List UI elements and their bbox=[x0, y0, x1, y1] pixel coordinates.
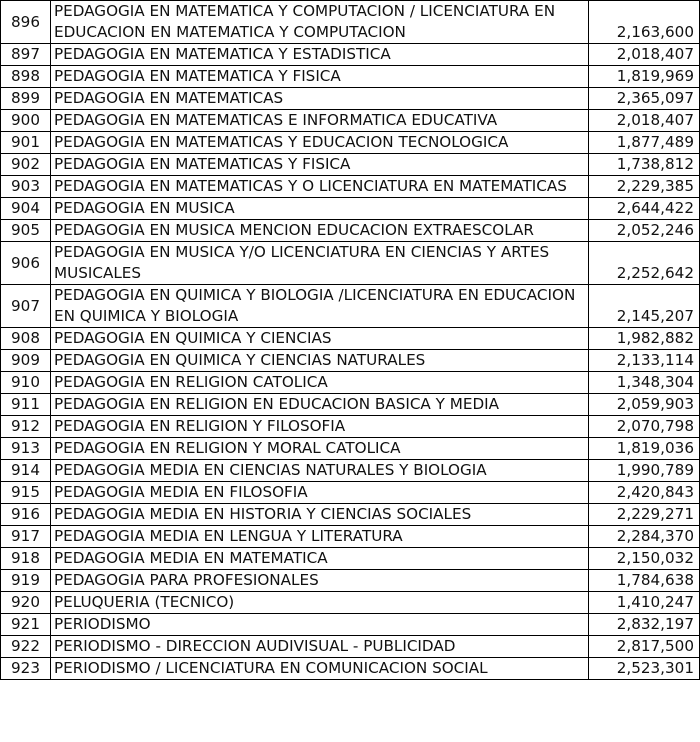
table-row bbox=[1, 110, 700, 132]
career-name: PEDAGOGIA EN RELIGION CATOLICA bbox=[51, 372, 589, 394]
career-name: PEDAGOGIA PARA PROFESIONALES bbox=[51, 570, 589, 592]
amount: 2,252,642 bbox=[589, 242, 700, 285]
table-row bbox=[1, 460, 700, 482]
amount: 2,070,798 bbox=[589, 416, 700, 438]
career-name: PEDAGOGIA EN MATEMATICA Y COMPUTACION / LICENCIATURA EN EDUCACION EN MATEMATICA Y COMPUTACION bbox=[51, 1, 589, 44]
career-name: PEDAGOGIA EN MUSICA bbox=[51, 198, 589, 220]
table-row bbox=[1, 658, 700, 680]
career-name: PEDAGOGIA EN QUIMICA Y CIENCIAS NATURALES bbox=[51, 350, 589, 372]
row-number: 916 bbox=[1, 504, 51, 526]
amount: 2,365,097 bbox=[589, 88, 700, 110]
amount: 1,738,812 bbox=[589, 154, 700, 176]
amount: 2,150,032 bbox=[589, 548, 700, 570]
amount: 1,990,789 bbox=[589, 460, 700, 482]
row-number: 922 bbox=[1, 636, 51, 658]
row-number: 917 bbox=[1, 526, 51, 548]
row-number: 898 bbox=[1, 66, 51, 88]
amount: 2,229,385 bbox=[589, 176, 700, 198]
table-row bbox=[1, 548, 700, 570]
amount: 1,410,247 bbox=[589, 592, 700, 614]
table-row bbox=[1, 438, 700, 460]
row-number: 897 bbox=[1, 44, 51, 66]
amount: 2,145,207 bbox=[589, 285, 700, 328]
table-row bbox=[1, 328, 700, 350]
row-number: 904 bbox=[1, 198, 51, 220]
table-row bbox=[1, 504, 700, 526]
amount: 2,059,903 bbox=[589, 394, 700, 416]
career-name: PEDAGOGIA EN MATEMATICAS Y EDUCACION TECNOLOGICA bbox=[51, 132, 589, 154]
row-number: 900 bbox=[1, 110, 51, 132]
amount: 2,644,422 bbox=[589, 198, 700, 220]
amount: 2,133,114 bbox=[589, 350, 700, 372]
row-number: 920 bbox=[1, 592, 51, 614]
table-row bbox=[1, 132, 700, 154]
table-row bbox=[1, 570, 700, 592]
amount: 1,819,036 bbox=[589, 438, 700, 460]
career-name: PEDAGOGIA MEDIA EN LENGUA Y LITERATURA bbox=[51, 526, 589, 548]
amount: 2,163,600 bbox=[589, 1, 700, 44]
amount: 1,348,304 bbox=[589, 372, 700, 394]
table-row bbox=[1, 1, 700, 44]
table-row bbox=[1, 66, 700, 88]
career-name: PEDAGOGIA MEDIA EN FILOSOFIA bbox=[51, 482, 589, 504]
career-name: PERIODISMO / LICENCIATURA EN COMUNICACION SOCIAL bbox=[51, 658, 589, 680]
table-row bbox=[1, 285, 700, 328]
career-name: PEDAGOGIA EN MATEMATICAS Y FISICA bbox=[51, 154, 589, 176]
amount: 1,982,882 bbox=[589, 328, 700, 350]
table-row bbox=[1, 592, 700, 614]
row-number: 912 bbox=[1, 416, 51, 438]
row-number: 899 bbox=[1, 88, 51, 110]
career-name: PEDAGOGIA MEDIA EN HISTORIA Y CIENCIAS SOCIALES bbox=[51, 504, 589, 526]
career-name: PEDAGOGIA MEDIA EN MATEMATICA bbox=[51, 548, 589, 570]
row-number: 923 bbox=[1, 658, 51, 680]
row-number: 914 bbox=[1, 460, 51, 482]
career-name: PEDAGOGIA EN MUSICA MENCION EDUCACION EXTRAESCOLAR bbox=[51, 220, 589, 242]
table-row bbox=[1, 482, 700, 504]
career-name: PEDAGOGIA EN RELIGION Y FILOSOFIA bbox=[51, 416, 589, 438]
row-number: 913 bbox=[1, 438, 51, 460]
career-name: PEDAGOGIA EN MATEMATICA Y ESTADISTICA bbox=[51, 44, 589, 66]
table-row bbox=[1, 350, 700, 372]
amount: 1,877,489 bbox=[589, 132, 700, 154]
career-name: PEDAGOGIA EN MATEMATICAS Y O LICENCIATURA EN MATEMATICAS bbox=[51, 176, 589, 198]
row-number: 901 bbox=[1, 132, 51, 154]
row-number: 907 bbox=[1, 285, 51, 328]
career-name: PELUQUERIA (TECNICO) bbox=[51, 592, 589, 614]
career-name: PEDAGOGIA MEDIA EN CIENCIAS NATURALES Y BIOLOGIA bbox=[51, 460, 589, 482]
table-body bbox=[1, 1, 700, 680]
career-name: PERIODISMO bbox=[51, 614, 589, 636]
row-number: 909 bbox=[1, 350, 51, 372]
career-name: PEDAGOGIA EN RELIGION EN EDUCACION BASICA Y MEDIA bbox=[51, 394, 589, 416]
amount: 2,052,246 bbox=[589, 220, 700, 242]
row-number: 903 bbox=[1, 176, 51, 198]
table-row bbox=[1, 44, 700, 66]
row-number: 915 bbox=[1, 482, 51, 504]
table-row bbox=[1, 416, 700, 438]
table-row bbox=[1, 220, 700, 242]
amount: 2,018,407 bbox=[589, 110, 700, 132]
row-number: 910 bbox=[1, 372, 51, 394]
row-number: 918 bbox=[1, 548, 51, 570]
table-row bbox=[1, 372, 700, 394]
table-row bbox=[1, 614, 700, 636]
career-name: PEDAGOGIA EN QUIMICA Y BIOLOGIA /LICENCIATURA EN EDUCACION EN QUIMICA Y BIOLOGIA bbox=[51, 285, 589, 328]
row-number: 921 bbox=[1, 614, 51, 636]
amount: 1,819,969 bbox=[589, 66, 700, 88]
row-number: 919 bbox=[1, 570, 51, 592]
amount: 1,784,638 bbox=[589, 570, 700, 592]
table-row bbox=[1, 88, 700, 110]
amount: 2,420,843 bbox=[589, 482, 700, 504]
career-name: PERIODISMO - DIRECCION AUDIVISUAL - PUBLICIDAD bbox=[51, 636, 589, 658]
amount: 2,832,197 bbox=[589, 614, 700, 636]
career-name: PEDAGOGIA EN MATEMATICAS bbox=[51, 88, 589, 110]
row-number: 905 bbox=[1, 220, 51, 242]
amount: 2,284,370 bbox=[589, 526, 700, 548]
table-row bbox=[1, 154, 700, 176]
career-name: PEDAGOGIA EN MATEMATICAS E INFORMATICA EDUCATIVA bbox=[51, 110, 589, 132]
table-row bbox=[1, 242, 700, 285]
amount: 2,523,301 bbox=[589, 658, 700, 680]
career-name: PEDAGOGIA EN MATEMATICA Y FISICA bbox=[51, 66, 589, 88]
table-row bbox=[1, 394, 700, 416]
row-number: 911 bbox=[1, 394, 51, 416]
row-number: 896 bbox=[1, 1, 51, 44]
table-row bbox=[1, 198, 700, 220]
career-name: PEDAGOGIA EN QUIMICA Y CIENCIAS bbox=[51, 328, 589, 350]
row-number: 902 bbox=[1, 154, 51, 176]
table-row bbox=[1, 636, 700, 658]
amount: 2,018,407 bbox=[589, 44, 700, 66]
career-name: PEDAGOGIA EN MUSICA Y/O LICENCIATURA EN CIENCIAS Y ARTES MUSICALES bbox=[51, 242, 589, 285]
career-name: PEDAGOGIA EN RELIGION Y MORAL CATOLICA bbox=[51, 438, 589, 460]
row-number: 908 bbox=[1, 328, 51, 350]
table-row bbox=[1, 176, 700, 198]
amount: 2,229,271 bbox=[589, 504, 700, 526]
row-number: 906 bbox=[1, 242, 51, 285]
table-row bbox=[1, 526, 700, 548]
amount: 2,817,500 bbox=[589, 636, 700, 658]
